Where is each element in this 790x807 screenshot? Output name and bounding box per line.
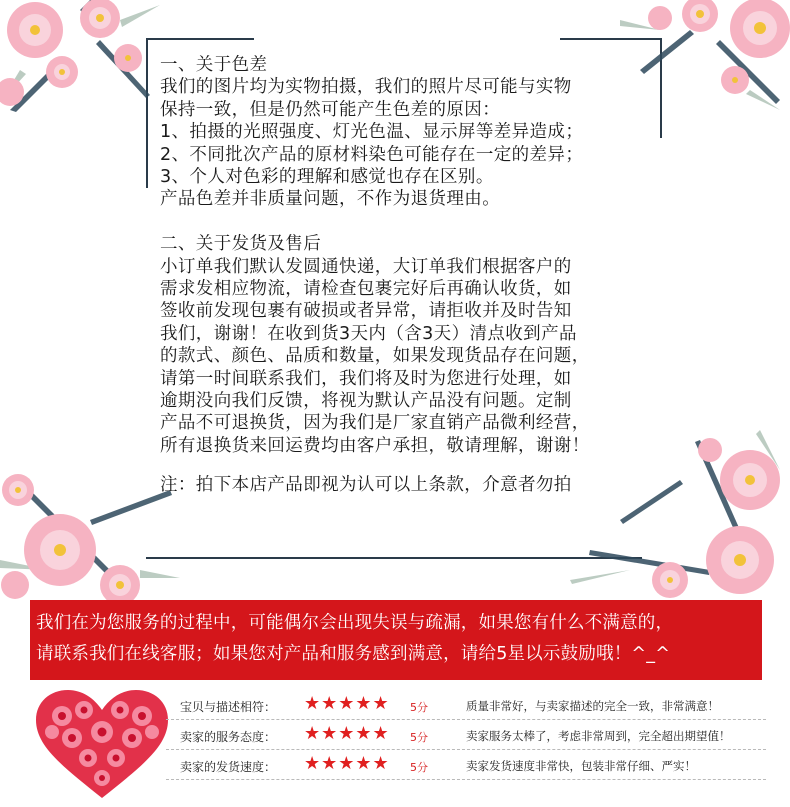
rose-heart-icon bbox=[32, 686, 172, 806]
notice-content bbox=[160, 54, 680, 497]
shipping-text-line: 小订单我们默认发圆通快递，大订单我们根据客户的 bbox=[160, 256, 572, 277]
rating-row-service bbox=[166, 720, 766, 750]
rating-rows bbox=[166, 690, 766, 780]
color-text-line: 保持一致，但是仍然可能产生色差的原因： bbox=[160, 99, 501, 120]
shipping-text-line: 需求发相应物流，请检查包裹完好后再确认收货，如 bbox=[160, 279, 572, 300]
rating-label: 卖家的发货速度： bbox=[180, 760, 277, 774]
color-text-line: 我们的图片均为实物拍摄，我们的照片尽可能与实物 bbox=[160, 77, 572, 98]
rating-label: 宝贝与描述相符： bbox=[180, 700, 277, 714]
color-text-line: 1、拍摄的光照强度、灯光色温、显示屏等差异造成； bbox=[160, 122, 584, 143]
service-banner bbox=[30, 600, 762, 680]
star-rating-icon: ★★★★★ bbox=[304, 753, 390, 774]
rating-label: 卖家的服务态度： bbox=[180, 730, 277, 744]
flower-cluster-top-left bbox=[0, 0, 180, 130]
star-rating-icon: ★★★★★ bbox=[304, 693, 390, 714]
banner-line-1: 我们在为您服务的过程中，可能偶尔会出现失误与疏漏，如果您有什么不满意的， bbox=[36, 613, 674, 633]
section-title-color: 一、关于色差 bbox=[160, 55, 268, 75]
rating-row-shipping bbox=[166, 750, 766, 780]
banner-line-2: 请联系我们在线客服；如果您对产品和服务感到满意，请给5星以示鼓励哦！^_^ bbox=[36, 644, 671, 664]
rating-score: 5分 bbox=[410, 701, 428, 714]
rating-section bbox=[0, 680, 790, 807]
color-text-line: 3、个人对色彩的理解和感觉也存在区别。 bbox=[160, 167, 494, 188]
shipping-text-line: 的款式、颜色、品质和数量，如果发现货品存在问题， bbox=[160, 346, 590, 367]
shipping-text-line: 我们，谢谢！在收到货3天内（含3天）清点收到产品 bbox=[160, 323, 577, 344]
shipping-text-line: 产品不可退换货，因为我们是厂家直销产品微利经营， bbox=[160, 413, 590, 434]
section-title-shipping: 二、关于发货及售后 bbox=[160, 234, 322, 255]
rating-description: 质量非常好，与卖家描述的完全一致，非常满意！ bbox=[466, 699, 719, 713]
paragraph-gap bbox=[160, 211, 680, 233]
star-rating-icon: ★★★★★ bbox=[304, 723, 390, 744]
color-text-line: 产品色差并非质量问题，不作为退货理由。 bbox=[160, 189, 501, 210]
disclaimer-note: 注：拍下本店产品即视为认可以上条款，介意者勿拍 bbox=[160, 475, 572, 496]
rating-description: 卖家服务太棒了，考虑非常周到，完全超出期望值！ bbox=[466, 729, 731, 743]
rating-row-description bbox=[166, 690, 766, 720]
rating-score: 5分 bbox=[410, 731, 428, 744]
shipping-text-line: 所有退换货来回运费均由客户承担，敬请理解，谢谢！ bbox=[160, 435, 590, 456]
rating-description: 卖家发货速度非常快，包装非常仔细、严实！ bbox=[466, 759, 696, 773]
shipping-text-line: 签收前发现包裹有破损或者异常，请拒收并及时告知 bbox=[160, 301, 572, 322]
rating-score: 5分 bbox=[410, 761, 428, 774]
shipping-text-line: 逾期没向我们反馈，将视为默认产品没有问题。定制 bbox=[160, 391, 572, 412]
shipping-text-line: 请第一时间联系我们，我们将及时为您进行处理，如 bbox=[160, 368, 572, 389]
color-text-line: 2、不同批次产品的原材料染色可能存在一定的差异； bbox=[160, 144, 584, 165]
